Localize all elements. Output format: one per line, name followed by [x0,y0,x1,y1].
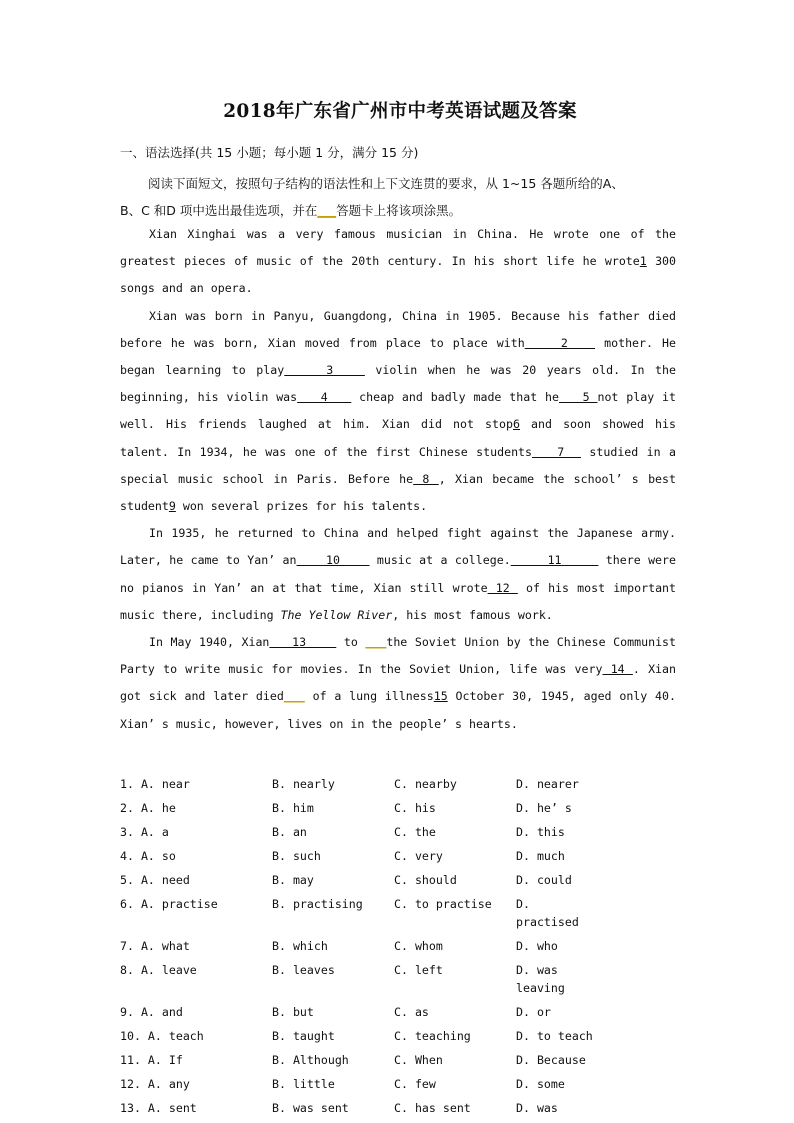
passage-text: studied in a special music school in Paris. Before he [120,444,676,486]
option-a: 3. A. a [120,825,169,839]
option-b: B. Although [272,1053,349,1067]
option-row [120,847,680,865]
passage-text: October 30, 1945, aged only 40. Xian’ s music, however, lives on in the people’ s hearts. [120,689,676,731]
option-b: B. him [272,801,314,815]
highlight-mark: ___ [317,203,337,218]
instruction-line-1: 阅读下面短文，按照句子结构的语法性和上下文连贯的要求，从 1~15 各题所给的A、 [148,176,624,191]
passage-text: Xian Xinghai was a very famous musician in China. He wrote one of the greatest pieces of music of the 20th century. In his short life he wrote [120,227,676,269]
option-b: B. which [272,939,328,953]
option-row [120,895,680,931]
option-row [120,1075,680,1093]
option-d: D. this [516,825,565,839]
option-c: C. should [394,873,457,887]
passage-text: , Xian became the school’ s best student [120,471,676,514]
option-a: 10. A. teach [120,1029,204,1043]
highlight-mark: ___ [365,635,387,650]
option-d: D. or [516,1005,551,1019]
option-a: 6. A. practise [120,897,218,911]
option-b: B. such [272,849,321,863]
option-c: C. whom [394,939,443,953]
work-title: The Yellow River [280,607,393,622]
option-c: C. as [394,1005,429,1019]
option-a: 7. A. what [120,939,190,953]
option-b: B. but [272,1005,314,1019]
option-a: 11. A. If [120,1053,183,1067]
option-a: 2. A. he [120,801,176,815]
blank-15: 15 [433,689,448,704]
passage-text: and soon showed his talent. In 1934, he was one of the first Chinese students [120,417,676,459]
option-a: 4. A. so [120,849,176,863]
option-b: B. an [272,825,307,839]
blank-9: 9 [168,499,176,514]
passage-text: Xian was born in Panyu, Guangdong, China in 1905. Because his father died before he was born, Xian moved from place to place with [120,308,676,350]
passage-text: the Soviet Union by the Chinese Communist Party to write music for movies. In the Soviet Union, life was very [120,635,677,677]
passage-text: not play it well. His friends laughed at him. Xian did not stop [120,390,677,432]
option-d: D. was leaving [516,963,565,995]
option-b: B. was sent [272,1101,349,1115]
blank-2: 2 [524,335,596,350]
blank-8: 8 [413,471,439,486]
blank-6: 6 [512,417,520,432]
option-row [120,961,680,997]
option-a: 1. A. near [120,777,190,791]
option-row [120,1099,680,1117]
paragraph-1 [120,221,676,303]
option-row [120,871,680,889]
option-a: 8. A. leave [120,963,197,977]
blank-3: 3 [284,363,365,378]
option-a: 5. A. need [120,873,190,887]
option-row [120,937,680,955]
passage-text: . Xian got sick and later died [120,662,676,704]
passage-text: there were no pianos in Yan’ an at that time, Xian still wrote [120,553,676,595]
passage-text: music at a college. [369,553,511,568]
instructions [120,170,680,224]
passage-text: , his most famous work. [392,607,553,622]
option-d: D. who [516,939,558,953]
passage-text: to [336,635,366,650]
passage-text: 300 songs and an opera. [120,254,677,296]
option-row [120,1051,680,1069]
option-d: D. much [516,849,565,863]
blank-4: 4 [297,390,352,405]
passage-text: mother. He began learning to play [120,335,677,378]
option-row [120,775,680,793]
instruction-line-2 [120,197,680,224]
instruction-text: 答题卡上将该项涂黑。 [336,203,462,218]
option-b: B. may [272,873,314,887]
highlight-mark: ___ [283,689,305,704]
passage [120,221,676,738]
option-d: D. could [516,873,572,887]
page-title: 2018年广东省广州市中考英语试题及答案 [223,101,577,122]
option-row [120,1003,680,1021]
paragraph-2 [120,303,676,521]
section-heading: 一、语法选择(共 15 小题；每小题 1 分，满分 15 分) [120,145,419,160]
option-d: D. to teach [516,1029,593,1043]
option-b: B. practising [272,897,363,911]
option-row [120,823,680,841]
option-row [120,799,680,817]
option-c: C. nearby [394,777,457,791]
passage-text: won several prizes for his talents. [175,499,428,514]
blank-11: 11 [510,553,599,568]
option-d: D. was [516,1101,558,1115]
instruction-text: B、C 和D 项中选出最佳选项，并在 [120,203,318,218]
option-c: C. the [394,825,436,839]
blank-10: 10 [296,553,370,568]
option-b: B. little [272,1077,335,1091]
passage-text: of his most important music there, including [120,580,677,622]
passage-text: cheap and badly made that he [351,390,560,405]
option-d: D. some [516,1077,565,1091]
option-d: D. practised [516,897,579,929]
blank-1: 1 [639,254,647,269]
option-c: C. When [394,1053,443,1067]
option-a: 13. A. sent [120,1101,197,1115]
passage-text: violin when he was 20 years old. In the beginning, his violin was [120,363,676,405]
option-d: D. nearer [516,777,579,791]
options-table [120,775,680,1123]
blank-14: 14 [602,662,633,677]
option-b: B. nearly [272,777,335,791]
option-row [120,1027,680,1045]
option-c: C. left [394,963,443,977]
option-b: B. leaves [272,963,335,977]
option-c: C. teaching [394,1029,471,1043]
paragraph-4 [120,629,676,738]
option-b: B. taught [272,1029,335,1043]
blank-5: 5 [559,390,598,405]
option-c: C. to practise [394,897,492,911]
passage-text: of a lung illness [304,689,434,704]
paragraph-3 [120,520,676,629]
blank-12: 12 [487,580,518,595]
blank-7: 7 [532,444,581,459]
option-c: C. his [394,801,436,815]
passage-text: In 1935, he returned to China and helped fight against the Japanese army. Later, he came to Yan’ an [120,526,676,568]
option-a: 9. A. and [120,1005,183,1019]
option-a: 12. A. any [120,1077,190,1091]
option-c: C. very [394,849,443,863]
passage-text: In May 1940, Xian [149,635,270,650]
option-c: C. few [394,1077,436,1091]
option-d: D. Because [516,1053,586,1067]
option-d: D. he’ s [516,801,572,815]
option-c: C. has sent [394,1101,471,1115]
blank-13: 13 [269,635,337,650]
